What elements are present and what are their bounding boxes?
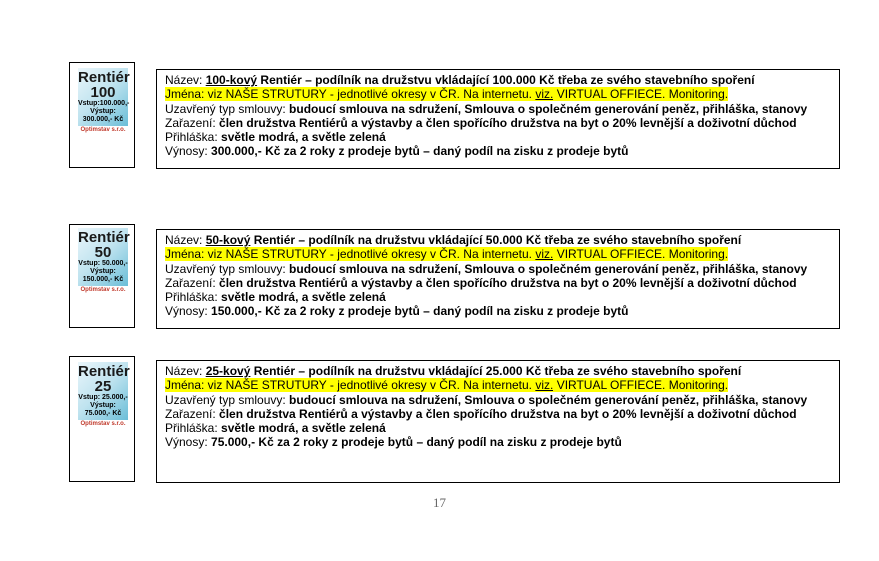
typ-label: Uzavřený typ smlouvy: (165, 261, 290, 276)
nazev-label: Název: (165, 364, 206, 378)
card-input: Vstup: 25.000,- (78, 394, 128, 401)
card-number: 100 (90, 84, 116, 101)
nazev-line (165, 73, 839, 87)
card-title: Rentiér (78, 229, 130, 246)
rentier-100-card-image (78, 68, 128, 134)
jmena-viz-link[interactable]: viz. (535, 378, 554, 393)
typ-line (165, 393, 839, 407)
page-number: 17 (433, 495, 446, 510)
jmena-viz-link[interactable]: viz. (535, 247, 554, 262)
nazev-line (165, 233, 839, 247)
jmena-text: Jména: viz NAŠE STRUTURY - jednotlivé okresy v ČR. Na internetu. (165, 378, 536, 393)
prihlaska-label: Přihláška: (165, 421, 222, 436)
card-output-value: 150.000,- Kč (82, 276, 124, 283)
prihlaska-label: Přihláška: (165, 290, 222, 305)
zarazeni-line (165, 407, 839, 421)
prihlaska-line (165, 130, 839, 144)
zarazeni-line (165, 276, 839, 290)
nazev-name: 25-kový (205, 364, 251, 378)
zarazeni-value: člen družstva Rentiérů a výstavby a člen spořícího družstva na byt o 20% levnější a doživotní důchod (219, 115, 797, 130)
prihlaska-value: světle modrá, a světle zelená (221, 130, 386, 145)
vynosy-value: 75.000,- Kč za 2 roky z prodeje bytů – daný podíl na zisku z prodeje bytů (211, 435, 622, 450)
card-title: Rentiér (78, 363, 130, 380)
rentier-50-card-image (78, 228, 128, 294)
prihlaska-value: světle modrá, a světle zelená (221, 421, 386, 436)
vynosy-line (165, 435, 839, 449)
card-brand: Optimstav s.r.o. (78, 286, 128, 294)
card-number: 25 (94, 378, 112, 395)
jmena-text: Jména: viz NAŠE STRUTURY - jednotlivé okresy v ČR. Na internetu. (165, 87, 536, 102)
vynosy-label: Výnosy: (165, 144, 212, 159)
prihlaska-value: světle modrá, a světle zelená (221, 290, 386, 305)
typ-value: budoucí smlouva na sdružení, Smlouva o společném generování peněz, přihláška, stanovy (289, 261, 808, 276)
vynosy-value: 150.000,- Kč za 2 roky z prodeje bytů – daný podíl na zisku z prodeje bytů (211, 304, 629, 319)
card-output-value: 300.000,- Kč (82, 116, 124, 123)
card-input: Vstup:100.000,- (78, 100, 130, 107)
card-output-label: Výstup: (90, 108, 116, 115)
vynosy-value: 300.000,- Kč za 2 roky z prodeje bytů – daný podíl na zisku z prodeje bytů (211, 144, 629, 159)
vynosy-label: Výnosy: (165, 304, 212, 319)
nazev-rest: Rentiér – podílník na družstvu vkládající 100.000 Kč třeba ze svého stavebního spoření (257, 73, 755, 87)
vynosy-line (165, 144, 839, 158)
prihlaska-line (165, 290, 839, 304)
prihlaska-line (165, 421, 839, 435)
nazev-rest: Rentiér – podílník na družstvu vkládající 50.000 Kč třeba ze svého stavebního spoření (250, 233, 742, 247)
jmena-line (165, 87, 839, 101)
card-brand: Optimstav s.r.o. (78, 126, 128, 134)
typ-value: budoucí smlouva na sdružení, Smlouva o společném generování peněz, přihláška, stanovy (289, 392, 808, 407)
prihlaska-label: Přihláška: (165, 130, 222, 145)
jmena-post: VIRTUAL OFFIECE. Monitoring. (553, 87, 729, 102)
typ-value: budoucí smlouva na sdružení, Smlouva o společném generování peněz, přihláška, stanovy (289, 101, 808, 116)
jmena-line (165, 247, 839, 261)
nazev-label: Název: (165, 233, 206, 247)
entry-text-box (156, 229, 840, 329)
nazev-label: Název: (165, 73, 206, 87)
card-output-label: Výstup: (90, 402, 116, 409)
nazev-line (165, 364, 839, 378)
typ-line (165, 102, 839, 116)
jmena-post: VIRTUAL OFFIECE. Monitoring. (553, 247, 729, 262)
typ-label: Uzavřený typ smlouvy: (165, 392, 290, 407)
typ-line (165, 262, 839, 276)
card-input: Vstup: 50.000,- (78, 260, 128, 267)
vynosy-line (165, 304, 839, 318)
card-brand: Optimstav s.r.o. (78, 420, 128, 428)
nazev-name: 100-kový (205, 73, 258, 87)
vynosy-label: Výnosy: (165, 435, 212, 450)
zarazeni-value: člen družstva Rentiérů a výstavby a člen spořícího družstva na byt o 20% levnější a doživotní důchod (219, 275, 797, 290)
card-output-value: 75.000,- Kč (84, 410, 122, 417)
zarazeni-label: Zařazení: (165, 406, 220, 421)
card-number: 50 (94, 244, 112, 261)
nazev-rest: Rentiér – podílník na družstvu vkládající 25.000 Kč třeba ze svého stavebního spoření (250, 364, 742, 378)
jmena-viz-link[interactable]: viz. (535, 87, 554, 102)
zarazeni-value: člen družstva Rentiérů a výstavby a člen spořícího družstva na byt o 20% levnější a doživotní důchod (219, 406, 797, 421)
typ-label: Uzavřený typ smlouvy: (165, 101, 290, 116)
rentier-25-card-image (78, 362, 128, 428)
zarazeni-label: Zařazení: (165, 115, 220, 130)
card-output-label: Výstup: (90, 268, 116, 275)
zarazeni-line (165, 116, 839, 130)
entry-text-box (156, 360, 840, 483)
zarazeni-label: Zařazení: (165, 275, 220, 290)
nazev-name: 50-kový (205, 233, 251, 247)
jmena-text: Jména: viz NAŠE STRUTURY - jednotlivé okresy v ČR. Na internetu. (165, 247, 536, 262)
jmena-post: VIRTUAL OFFIECE. Monitoring. (553, 378, 729, 393)
card-title: Rentiér (78, 69, 130, 86)
jmena-line (165, 378, 839, 392)
entry-text-box (156, 69, 840, 169)
